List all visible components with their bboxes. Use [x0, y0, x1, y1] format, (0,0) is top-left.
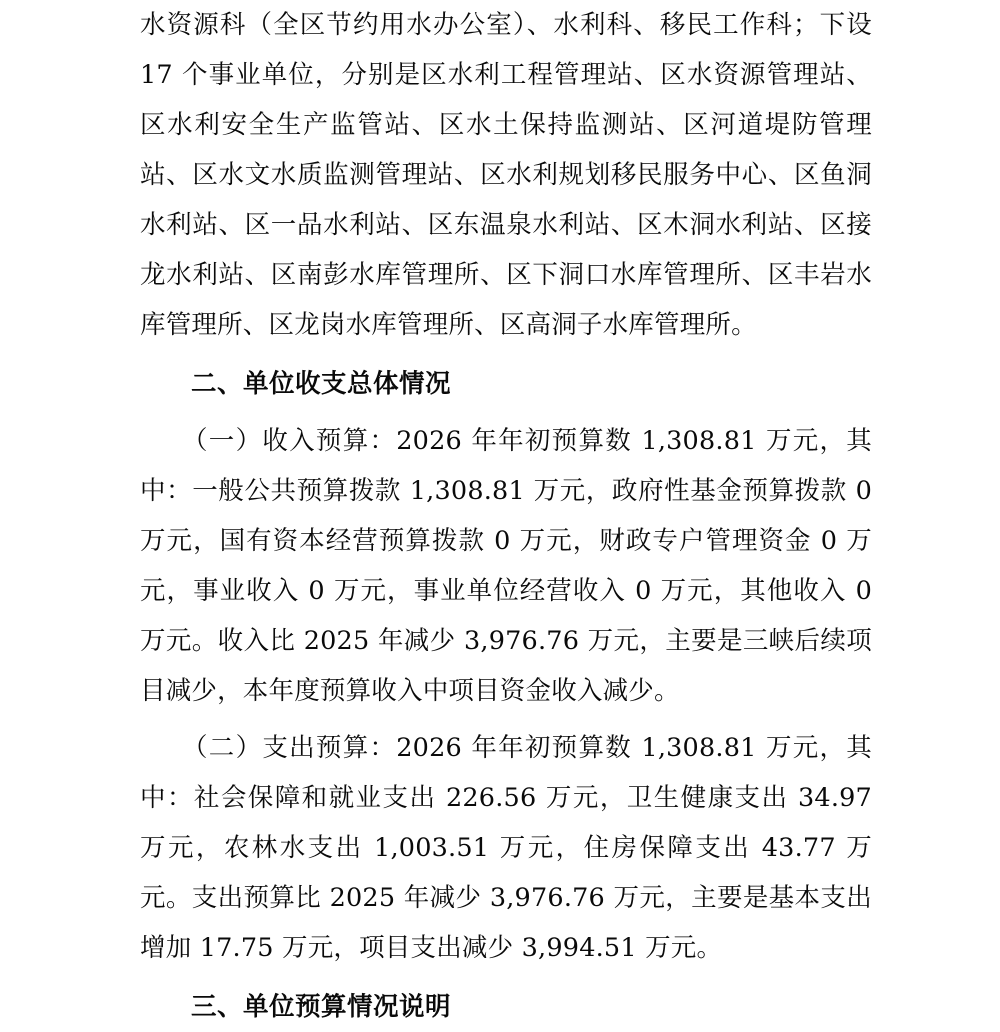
spacer	[140, 350, 872, 359]
paragraph-org-structure: 水资源科（全区节约用水办公室）、水利科、移民工作科；下设 17 个事业单位，分别是区水利工程管理站、区水资源管理站、区水利安全生产监管站、区水土保持监测站、区河道堤防管理站、区水文水质监测管理站、区水利规划移民服务中心、区鱼洞水利站、区一品水利站、区东温泉水利站、区木洞水利站、区接龙水利站、区南彭水库管理所、区下洞口水库管理所、区丰岩水库管理所、区龙岗水库管理所、区高洞子水库管理所。	[140, 10, 881, 340]
heading-section-two: 二、单位收支总体情况	[191, 369, 452, 399]
heading-section-three: 三、单位预算情况说明	[191, 992, 452, 1022]
paragraph-revenue-budget: （一）收入预算：2026 年年初预算数 1,308.81 万元，其中：一般公共预算拨款 1,308.81 万元，政府性基金预算拨款 0 万元，国有资本经营预算拨款 0 万元，财政专户管理资金 0 万元，事业收入 0 万元，事业单位经营收入 0 万元，其他收入 0 万元。收入比 2025 年减少 3,976.76 万元，主要是三峡后续项目减少，本年度预算收入中项目资金收入减少。	[140, 426, 881, 706]
spacer	[140, 973, 872, 982]
paragraph-block-org-structure	[140, 0, 881, 350]
spacer	[140, 716, 872, 723]
spacer	[140, 409, 872, 416]
paragraph-expenditure-budget: （二）支出预算：2026 年年初预算数 1,308.81 万元，其中：社会保障和就业支出 226.56 万元，卫生健康支出 34.97 万元，农林水支出 1,003.51 万元，住房保障支出 43.77 万元。支出预算比 2025 年减少 3,976.76 万元，主要是基本支出增加 17.75 万元，项目支出减少 3,994.51 万元。	[140, 733, 881, 963]
